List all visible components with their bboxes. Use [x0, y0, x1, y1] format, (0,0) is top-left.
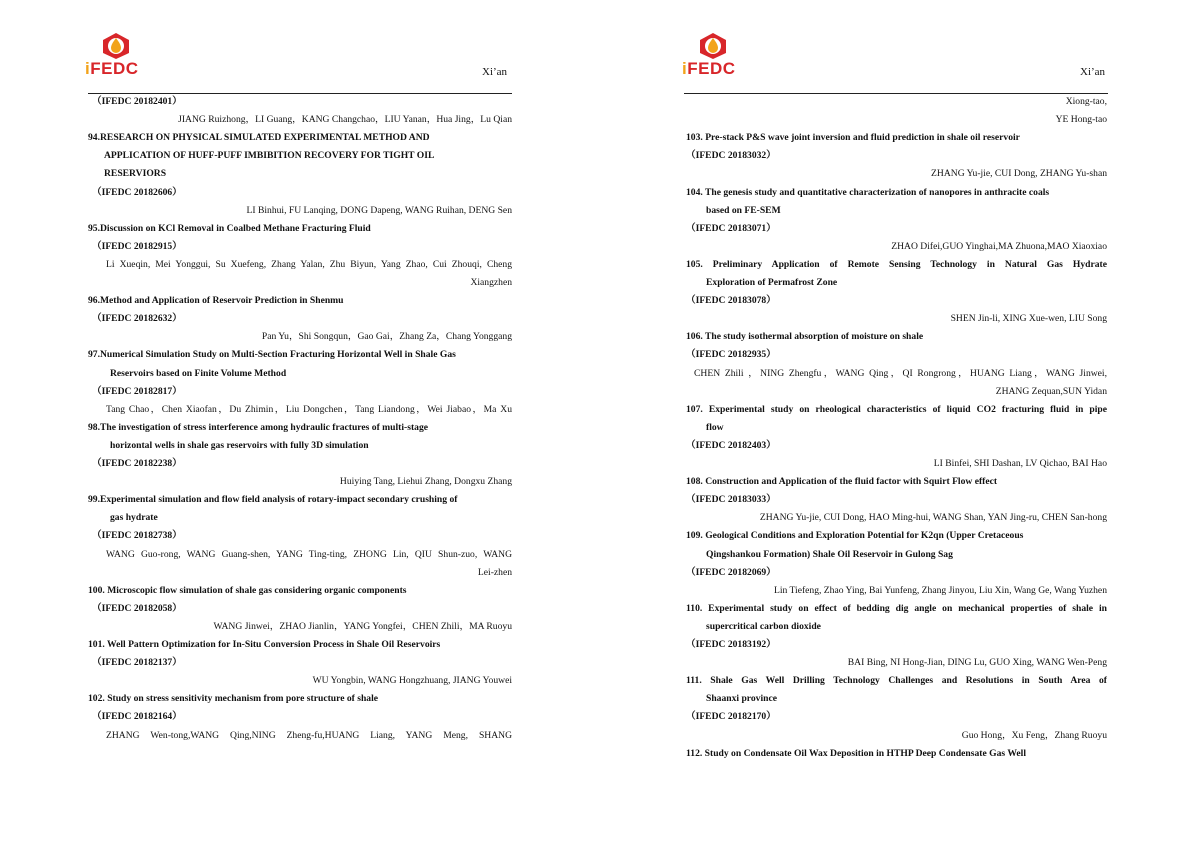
ifedc-code: （IFEDC 20182403） [686, 439, 776, 451]
paper-title: 109. Geological Conditions and Exploration Potential for K2qn (Upper Cretaceous [686, 530, 1024, 542]
paper-title: 110. Experimental study on effect of bedding dig angle on mechanical properties of shale in [686, 602, 1107, 614]
ifedc-code: （IFEDC 20183071） [686, 222, 776, 234]
ifedc-code: （IFEDC 20182164） [92, 711, 182, 723]
ifedc-code: （IFEDC 20182170） [686, 711, 776, 723]
ifedc-code: （IFEDC 20182606） [92, 186, 182, 198]
paper-title: 96.Method and Application of Reservoir Prediction in Shenmu [88, 295, 344, 307]
paper-title-continued: Exploration of Permafrost Zone [706, 277, 838, 288]
location-label: Xi’an [1080, 66, 1106, 78]
author-list: ZHAO Difei,GUO Yinghai,MA Zhuona,MAO Xiaoxiao [891, 240, 1107, 252]
ifedc-code: （IFEDC 20183192） [686, 639, 776, 650]
paper-title-continued: RESERVIORS [104, 168, 167, 180]
header-rule [684, 93, 1108, 94]
ifedc-code: （IFEDC 20183032） [686, 150, 776, 162]
paper-title: 95.Discussion on KCl Removal in Coalbed Methane Fracturing Fluid [88, 222, 371, 234]
right-page [596, 0, 1192, 842]
paper-title: 107. Experimental study on rheological characteristics of liquid CO2 fracturing fluid in pipe [686, 403, 1107, 415]
paper-title-continued: Reservoirs based on Finite Volume Method [110, 367, 287, 379]
ifedc-code: （IFEDC 20183078） [686, 295, 776, 307]
author-list: BAI Bing, NI Hong-Jian, DING Lu, GUO Xing, WANG Wen-Peng [847, 657, 1107, 669]
logo-wordmark: iFEDC [682, 59, 736, 78]
author-list: SHEN Jin-li, XING Xue-wen, LIU Song [950, 313, 1107, 325]
paper-title-continued: flow [706, 421, 724, 433]
author-list: Xiangzhen [470, 277, 512, 288]
paper-title-continued: APPLICATION OF HUFF-PUFF IMBIBITION RECOVERY FOR TIGHT OIL [104, 150, 435, 162]
ifedc-code: （IFEDC 20183033） [686, 494, 776, 506]
author-list: WANG Jinwei，ZHAO Jianlin，YANG Yongfei，CHEN Zhili，MA Ruoyu [213, 620, 512, 632]
author-list: Lei-zhen [477, 566, 512, 578]
paper-title-continued: Qingshankou Formation) Shale Oil Reservoir in Gulong Sag [706, 548, 953, 560]
ifedc-logo [85, 32, 147, 78]
author-list: WU Yongbin, WANG Hongzhuang, JIANG Youwei [312, 675, 512, 687]
paper-title: 106. The study isothermal absorption of moisture on shale [686, 331, 924, 343]
ifedc-code: （IFEDC 20182915） [92, 240, 182, 252]
author-list: Pan Yu，Shi Songqun，Gao Gai，Zhang Za，Chang Yonggang [261, 331, 512, 343]
ifedc-code: （IFEDC 20182401） [92, 96, 182, 107]
paper-title: 112. Study on Condensate Oil Wax Deposition in HTHP Deep Condensate Gas Well [686, 747, 1027, 759]
ifedc-code: （IFEDC 20182935） [686, 349, 776, 361]
ifedc-code: （IFEDC 20182238） [92, 458, 182, 469]
paper-title: 104. The genesis study and quantitative characterization of nanopores in anthracite coals [686, 186, 1050, 198]
paper-title: 94.RESEARCH ON PHYSICAL SIMULATED EXPERIMENTAL METHOD AND [88, 132, 430, 144]
paper-title: 98.The investigation of stress interference among hydraulic fractures of multi-stage [88, 421, 428, 433]
paper-title: 102. Study on stress sensitivity mechanism from pore structure of shale [88, 693, 379, 705]
paper-title: 101. Well Pattern Optimization for In-Situ Conversion Process in Shale Oil Reservoirs [88, 639, 441, 650]
paper-title: 100. Microscopic flow simulation of shale gas considering organic components [88, 584, 407, 596]
paper-title: 99.Experimental simulation and flow field analysis of rotary-impact secondary crushing of [88, 494, 458, 506]
author-list: YE Hong-tao [1055, 114, 1107, 126]
paper-title-continued: gas hydrate [110, 512, 158, 524]
ifedc-code: （IFEDC 20182058） [92, 602, 182, 614]
header-rule [88, 93, 512, 94]
author-list: Lin Tiefeng, Zhao Ying, Bai Yunfeng, Zhang Jinyou, Liu Xin, Wang Ge, Wang Yuzhen [773, 584, 1107, 596]
ifedc-code: （IFEDC 20182738） [92, 530, 182, 542]
paper-title: 103. Pre-stack P&S wave joint inversion and fluid prediction in shale oil reservoir [686, 132, 1020, 144]
author-list: ZHANG Wen-tong,WANG Qing,NING Zheng-fu,HUANG Liang, YANG Meng, SHANG [106, 729, 512, 741]
author-list: Xiong-tao, [1065, 96, 1107, 107]
author-list: ZHANG Yu-jie, CUI Dong, ZHANG Yu-shan [931, 168, 1107, 180]
author-list: Guo Hong，Xu Feng，Zhang Ruoyu [961, 729, 1107, 741]
ifedc-code: （IFEDC 20182632） [92, 313, 182, 325]
author-list: LI Binhui, FU Lanqing, DONG Dapeng, WANG Ruihan, DENG Sen [246, 204, 512, 216]
paper-title: 105. Preliminary Application of Remote Sensing Technology in Natural Gas Hydrate [686, 258, 1107, 270]
author-list: JIANG Ruizhong，LI Guang，KANG Changchao，LIU Yanan，Hua Jing，Lu Qian [178, 114, 512, 126]
author-list: LI Binfei, SHI Dashan, LV Qichao, BAI Hao [933, 458, 1107, 469]
author-list: ZHANG Zequan,SUN Yidan [995, 385, 1107, 397]
author-list: CHEN Zhili ，NING Zhengfu，WANG Qing，QI Rongrong，HUANG Liang，WANG Jinwei, [694, 367, 1107, 379]
paper-title-continued: Shaanxi province [706, 693, 777, 705]
ifedc-code: （IFEDC 20182817） [92, 385, 182, 397]
author-list: Li Xueqin, Mei Yonggui, Su Xuefeng, Zhang Yalan, Zhu Biyun, Yang Zhao, Cui Zhouqi, Cheng [106, 258, 512, 270]
author-list: WANG Guo-rong, WANG Guang-shen, YANG Ting-ting, ZHONG Lin, QIU Shun-zuo, WANG [106, 548, 512, 560]
paper-title: 97.Numerical Simulation Study on Multi-Section Fracturing Horizontal Well in Shale Gas [88, 349, 456, 361]
paper-title-continued: horizontal wells in shale gas reservoirs with fully 3D simulation [110, 439, 369, 451]
author-list: Huiying Tang, Liehui Zhang, Dongxu Zhang [339, 476, 512, 488]
location-label: Xi’an [482, 66, 508, 78]
author-list: ZHANG Yu-jie, CUI Dong, HAO Ming-hui, WANG Shan, YAN Jing-ru, CHEN San-hong [759, 512, 1107, 524]
logo-wordmark: iFEDC [85, 59, 139, 78]
ifedc-logo [682, 32, 744, 78]
ifedc-emblem-icon [101, 32, 131, 60]
ifedc-code: （IFEDC 20182069） [686, 566, 776, 578]
ifedc-emblem-icon [698, 32, 728, 60]
paper-title: 111. Shale Gas Well Drilling Technology Challenges and Resolutions in South Area of [686, 675, 1107, 687]
author-list: Tang Chao，Chen Xiaofan，Du Zhimin，Liu Dongchen，Tang Liandong，Wei Jiabao，Ma Xu [106, 403, 512, 415]
paper-title: 108. Construction and Application of the fluid factor with Squirt Flow effect [686, 476, 998, 488]
ifedc-code: （IFEDC 20182137） [92, 657, 182, 669]
paper-title-continued: supercritical carbon dioxide [706, 620, 821, 632]
paper-title-continued: based on FE-SEM [706, 204, 781, 216]
